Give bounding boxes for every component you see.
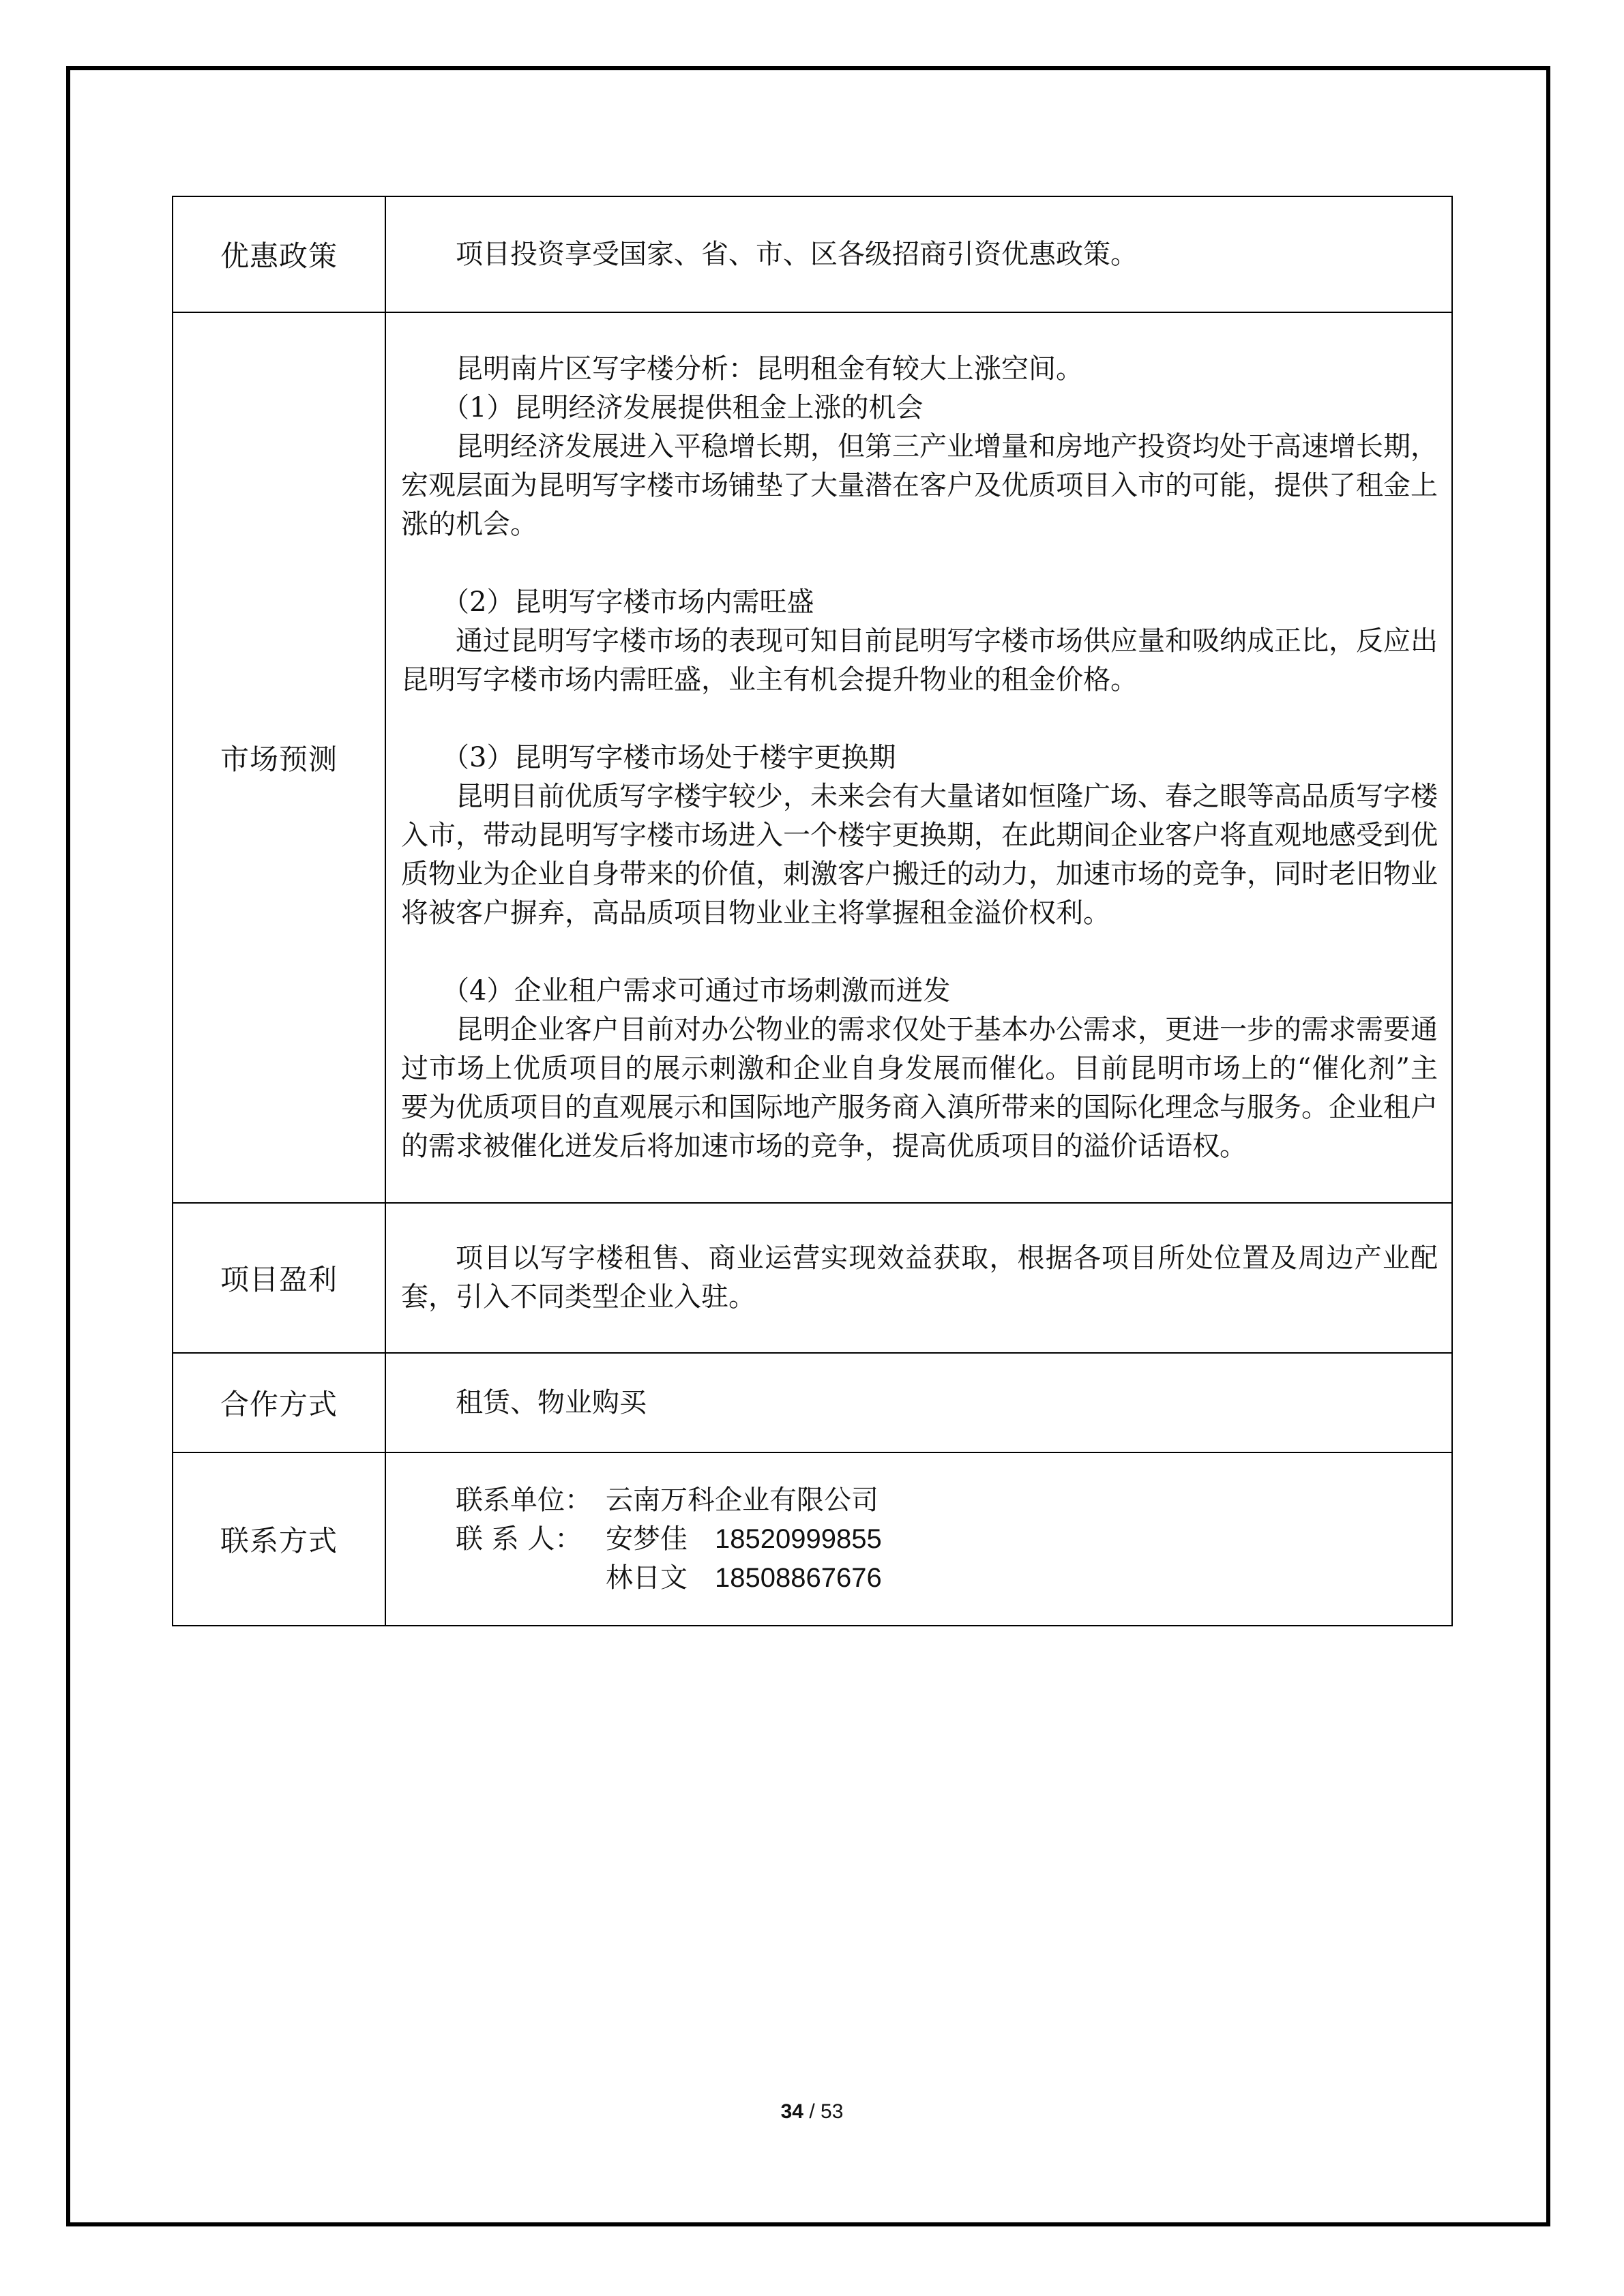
row-contact	[173, 1452, 1452, 1626]
total-pages: 53	[821, 2100, 844, 2123]
policy-text: 项目投资享受国家、省、市、区各级招商引资优惠政策。	[456, 238, 1138, 270]
market-heading-3: （3）昆明写字楼市场处于楼宇更换期	[442, 741, 896, 773]
content-policy	[385, 196, 1452, 312]
profit-text: 项目以写字楼租售、商业运营实现效益获取，根据各项目所处位置及周边产业配套，引入不同类型企业入驻。	[401, 1242, 1438, 1313]
row-policy	[173, 196, 1452, 312]
contact-unit-line	[401, 1481, 1438, 1520]
contact-name: 林日文	[606, 1562, 688, 1594]
label-cooperation: 合作方式	[173, 1353, 385, 1452]
page-separator: /	[809, 2100, 815, 2123]
label-market: 市场预测	[173, 312, 385, 1203]
contact-person-line-2	[401, 1559, 1438, 1598]
project-info-table	[172, 196, 1453, 1626]
market-paragraph-4: 昆明企业客户目前对办公物业的需求仅处于基本办公需求，更进一步的需求需要通过市场上优质项目的展示刺激和企业自身发展而催化。目前昆明市场上的“催化剂”主要为优质项目的直观展示和国际地产服务商入滇所带来的国际化理念与服务。企业租户的需求被催化迸发后将加速市场的竞争，提高优质项目的溢价话语权。	[401, 1013, 1438, 1162]
cooperation-text: 租赁、物业购买	[456, 1386, 647, 1418]
label-policy: 优惠政策	[173, 196, 385, 312]
contact-unit: 云南万科企业有限公司	[606, 1484, 879, 1516]
content-profit	[385, 1203, 1452, 1353]
contact-unit-label: 联系单位：	[456, 1484, 592, 1516]
market-heading-4: （4）企业租户需求可通过市场刺激而迸发	[442, 974, 951, 1007]
contact-phone: 18508867676	[715, 1562, 882, 1593]
content-cooperation	[385, 1353, 1452, 1452]
row-market	[173, 312, 1452, 1203]
market-heading-1: （1）昆明经济发展提供租金上涨的机会	[442, 391, 924, 423]
row-profit	[173, 1203, 1452, 1353]
market-paragraph-1: 昆明经济发展进入平稳增长期，但第三产业增量和房地产投资均处于高速增长期，宏观层面为昆明写字楼市场铺垫了大量潜在客户及优质项目入市的可能，提供了租金上涨的机会。	[401, 430, 1438, 540]
contact-person-line-1	[401, 1520, 1438, 1559]
market-heading-2: （2）昆明写字楼市场内需旺盛	[442, 586, 814, 618]
market-intro: 昆明南片区写字楼分析：昆明租金有较大上涨空间。	[456, 353, 1083, 385]
contact-phone: 18520999855	[715, 1523, 882, 1554]
current-page: 34	[780, 2100, 803, 2123]
page-number	[0, 2100, 1624, 2123]
content-contact	[385, 1452, 1452, 1626]
row-cooperation	[173, 1353, 1452, 1452]
label-profit: 项目盈利	[173, 1203, 385, 1353]
content-market	[385, 312, 1452, 1203]
contact-name: 安梦佳	[606, 1523, 688, 1555]
market-paragraph-2: 通过昆明写字楼市场的表现可知目前昆明写字楼市场供应量和吸纳成正比，反应出昆明写字楼市场内需旺盛，业主有机会提升物业的租金价格。	[401, 625, 1438, 696]
label-contact: 联系方式	[173, 1452, 385, 1626]
market-paragraph-3: 昆明目前优质写字楼宇较少，未来会有大量诸如恒隆广场、春之眼等高品质写字楼入市，带动昆明写字楼市场进入一个楼宇更换期，在此期间企业客户将直观地感受到优质物业为企业自身带来的价值，刺激客户搬迁的动力，加速市场的竞争，同时老旧物业将被客户摒弃，高品质项目物业业主将掌握租金溢价权利。	[401, 780, 1438, 929]
contact-person-label: 联 系 人：	[456, 1523, 582, 1555]
